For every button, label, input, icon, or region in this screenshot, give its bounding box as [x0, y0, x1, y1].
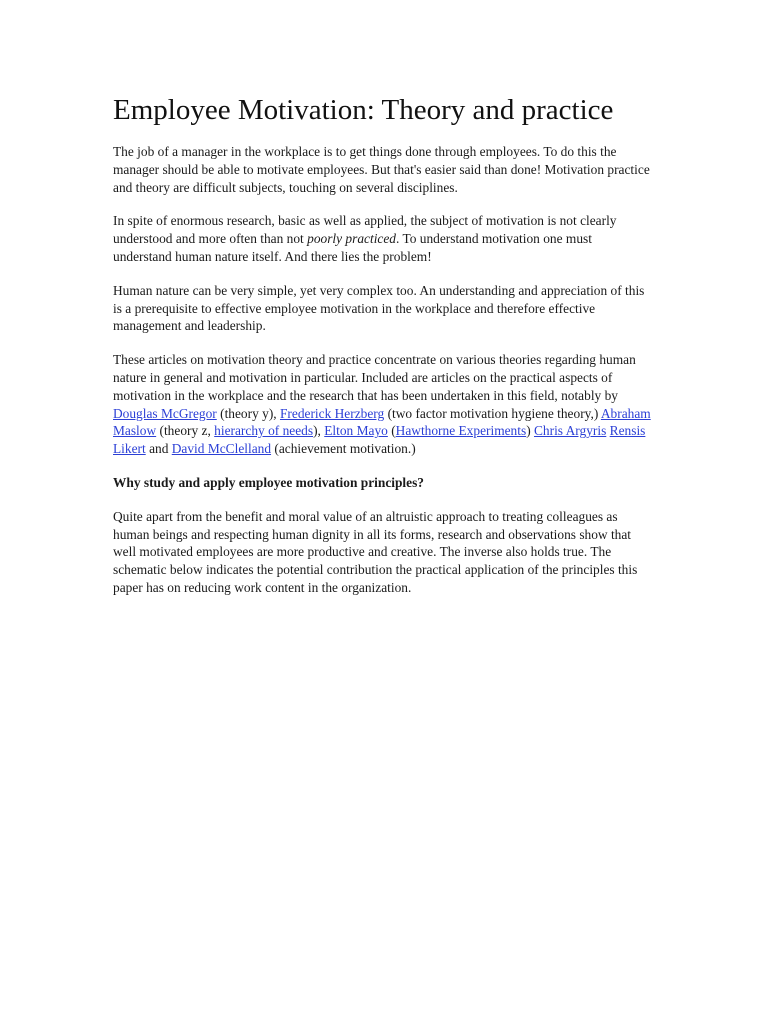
paragraph-intro: The job of a manager in the workplace is to get things done through employees. To do this the manager should be able to motivate employees. But that's easier said than done! Motivation practice and theory are difficult subjects, touching on several disciplines.: [113, 144, 650, 195]
paragraph-human-nature: Human nature can be very simple, yet very complex too. An understanding and appreciation of this is a prerequisite to effective employee motivation in the workplace and therefore effective management and leadership.: [113, 282, 645, 334]
section-subheading: Why study and apply employee motivation principles?: [113, 474, 424, 490]
link-hierarchy-of-needs[interactable]: hierarchy of needs: [214, 423, 314, 439]
paragraph-research: [113, 212, 653, 265]
link-hawthorne-experiments[interactable]: Hawthorne Experiments: [395, 423, 527, 439]
link-chris-argyris[interactable]: Chris Argyris: [534, 423, 607, 439]
paragraph-articles: [113, 351, 653, 458]
document-page: [113, 93, 653, 597]
articles-text-10: (achievement motivation.): [271, 441, 416, 457]
link-rensis-likert[interactable]: Rensis Likert: [113, 423, 646, 457]
paragraph-research-text-2: . To understand motivation one must understand human nature itself. And there lies the problem!: [113, 231, 592, 264]
link-douglas-mcgregor[interactable]: Douglas McGregor: [113, 405, 217, 421]
link-frederick-herzberg[interactable]: Frederick Herzberg: [279, 405, 385, 421]
articles-text-2: (theory y),: [216, 405, 280, 421]
articles-text-5: ),: [313, 423, 325, 439]
emphasis-poorly-practiced: poorly practiced: [307, 231, 397, 247]
link-david-mcclelland[interactable]: David McClelland: [171, 441, 272, 457]
page-title: Employee Motivation: Theory and practice: [113, 94, 614, 126]
articles-text-4: (theory z,: [156, 423, 215, 439]
articles-text-1: These articles on motivation theory and practice concentrate on various theories regarding human nature in general and motivation in particular. Included are articles on the practical aspects of motivation in the workplace and the research that has been undertaken in this field, notably by: [113, 352, 636, 403]
articles-text-7: ): [526, 423, 534, 439]
articles-text-3: (two factor motivation hygiene theory,): [384, 405, 601, 421]
articles-text-6: (: [387, 423, 396, 439]
link-elton-mayo[interactable]: Elton Mayo: [324, 423, 388, 439]
paragraph-research-text-1: In spite of enormous research, basic as well as applied, the subject of motivation is not clearly understood and more often than not: [113, 213, 617, 247]
paragraph-why-study: Quite apart from the benefit and moral value of an altruistic approach to treating colleagues as human beings and respecting human dignity in all its forms, research and observations show that well motivated employees are more productive and creative. The inverse also holds true. The schematic below indicates the potential contribution the practical application of the principles this paper has on reducing work content in the organization.: [113, 508, 638, 595]
articles-text-9: and: [145, 441, 172, 457]
link-abraham-maslow[interactable]: Abraham Maslow: [113, 405, 651, 439]
